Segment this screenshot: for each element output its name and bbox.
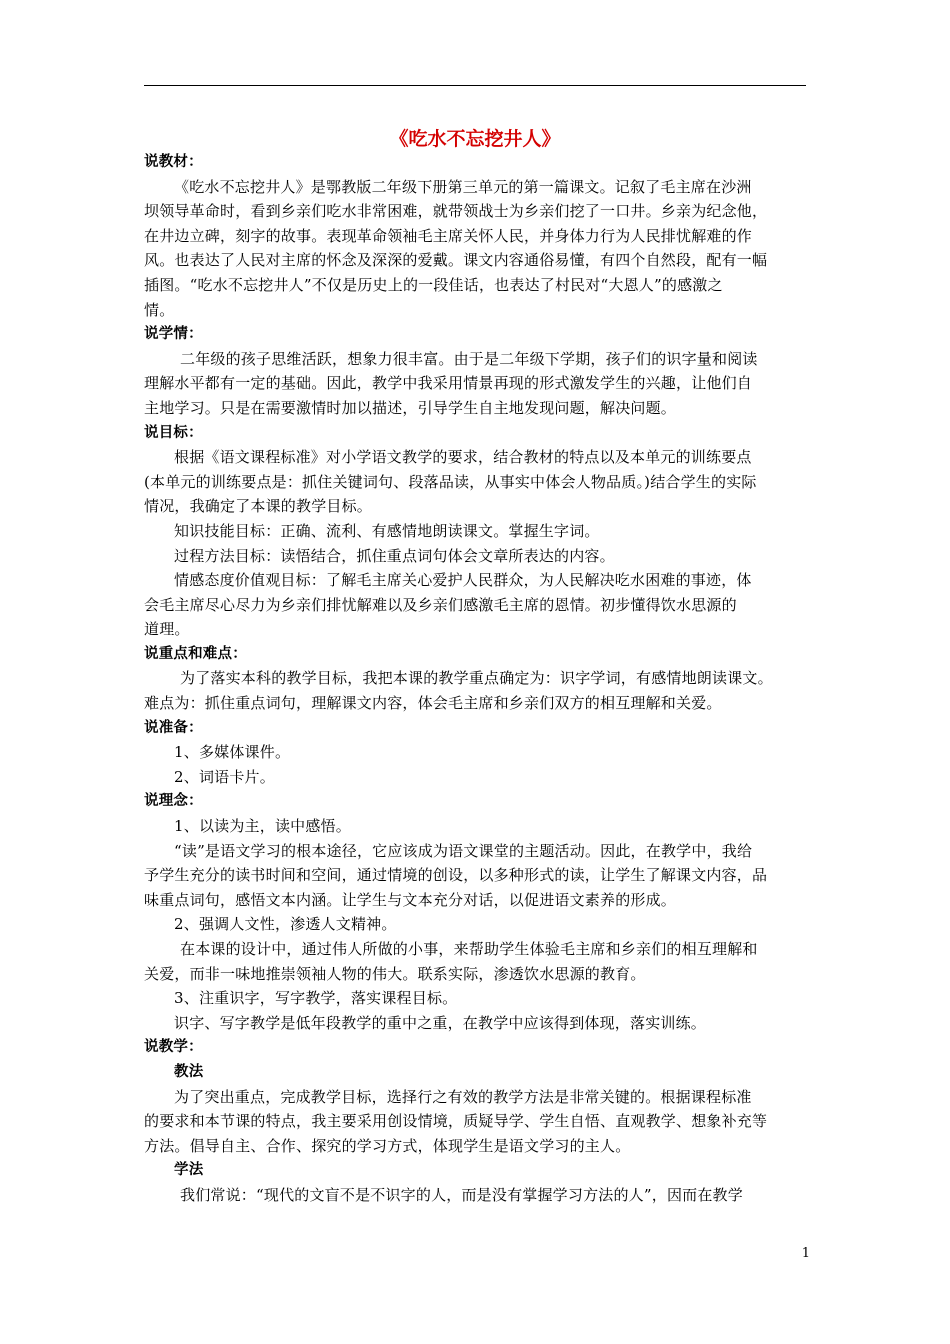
paragraph-line: 在本课的设计中，通过伟人所做的小事，来帮助学生体验毛主席和乡亲们的相互理解和	[180, 940, 758, 958]
paragraph-line: 情况，我确定了本课的教学目标。	[144, 497, 373, 516]
paragraph-line: 风。也表达了人民对主席的怀念及深深的爱戴。课文内容通俗易懂，有四个自然段，配有一幅	[144, 251, 768, 270]
section-heading: 说理念：	[144, 793, 203, 810]
section-heading: 说学情：	[144, 326, 203, 343]
list-item: 2、词语卡片。	[174, 767, 275, 786]
paragraph-line: 二年级的孩子思维活跃，想象力很丰富。由于是二年级下学期，孩子们的识字量和阅读	[180, 349, 758, 368]
paragraph-line: 插图。“吃水不忘挖井人”不仅是历史上的一段佳话，也表达了村民对“大恩人”的感激之	[144, 275, 723, 294]
paragraph-line: 方法。倡导自主、合作、探究的学习方式，体现学生是语文学习的主人。	[144, 1136, 631, 1155]
list-item: 1、以读为主，读中感悟。	[174, 817, 351, 836]
paragraph-line: 过程方法目标：读悟结合，抓住重点词句体会文章所表达的内容。	[174, 546, 615, 565]
paragraph-line: 难点为：抓住重点词句，理解课文内容，体会毛主席和乡亲们双方的相互理解和关爱。	[144, 694, 722, 713]
paragraph-line: 关爱，而非一味地推崇领袖人物的伟大。联系实际，渗透饮水思源的教育。	[144, 964, 646, 983]
paragraph-line: 的要求和本节课的特点，我主要采用创设情境，质疑导学、学生自悟、直观教学、想象补充等	[144, 1112, 768, 1131]
section-heading: 说教学：	[144, 1039, 203, 1056]
header-rule	[144, 85, 806, 86]
document-title: 《吃水不忘挖井人》	[389, 128, 561, 150]
paragraph-line: 识字、写字教学是低年段教学的重中之重，在教学中应该得到体现，落实训练。	[174, 1013, 707, 1032]
section-heading: 说重点和难点：	[144, 645, 247, 662]
subsection-heading: 学法	[174, 1162, 204, 1179]
list-item: 1、多媒体课件。	[174, 743, 291, 762]
paragraph-line: 在井边立碑，刻字的故事。表现革命领袖毛主席关怀人民，并身体力行为人民排忧解难的作	[144, 226, 753, 245]
paragraph-line: 情感态度价值观目标：了解毛主席关心爱护人民群众，为人民解决吃水困难的事迹，体	[174, 571, 752, 590]
paragraph-line: 道理。	[144, 620, 190, 639]
paragraph-line: 会毛主席尽心尽力为乡亲们排忧解难以及乡亲们感激毛主席的恩情。初步懂得饮水思源的	[144, 595, 737, 614]
list-item: 2、强调人文性，渗透人文精神。	[174, 915, 397, 934]
paragraph-line: 知识技能目标：正确、流利、有感情地朗读课文。掌握生字词。	[174, 521, 600, 540]
document-body	[144, 150, 806, 1208]
paragraph-line: 《吃水不忘挖井人》是鄂教版二年级下册第三单元的第一篇课文。记叙了毛主席在沙洲	[174, 177, 752, 196]
paragraph-line: 予学生充分的读书时间和空间，通过情境的创设，以多种形式的读，让学生了解课文内容，品	[144, 866, 768, 885]
paragraph-line: (本单元的训练要点是：抓住关键词句、段落品读，从事实中体会人物品质。)结合学生的实际	[144, 472, 757, 491]
list-item: 3、注重识字，写字教学，落实课程目标。	[174, 989, 458, 1008]
section-heading: 说教材：	[144, 154, 203, 170]
paragraph-line: 为了落实本科的教学目标，我把本课的教学重点确定为：识字学词，有感情地朗读课文。	[180, 669, 773, 688]
page-number: 1	[801, 1246, 810, 1261]
paragraph-line: 根据《语文课程标准》对小学语文教学的要求，结合教材的特点以及本单元的训练要点	[174, 448, 752, 467]
paragraph-line: 坝领导革命时，看到乡亲们吃水非常困难，就带领战士为乡亲们挖了一口井。乡亲为纪念他，	[144, 202, 768, 221]
paragraph-line: 我们常说：“现代的文盲不是不识字的人，而是没有掌握学习方法的人”，因而在教学	[180, 1185, 743, 1204]
paragraph-line: “读”是语文学习的根本途径，它应该成为语文课堂的主题活动。因此，在教学中，我给	[174, 841, 753, 860]
section-heading: 说准备：	[144, 719, 203, 736]
section-heading: 说目标：	[144, 424, 203, 441]
paragraph-line: 为了突出重点，完成教学目标，选择行之有效的教学方法是非常关键的。根据课程标准	[174, 1087, 752, 1106]
subsection-heading: 教法	[174, 1063, 204, 1080]
paragraph-line: 理解水平都有一定的基础。因此，教学中我采用情景再现的形式激发学生的兴趣，让他们自	[144, 374, 753, 393]
paragraph-line: 主地学习。只是在需要激情时加以描述，引导学生自主地发现问题，解决问题。	[144, 398, 677, 417]
paragraph-line: 味重点词句，感悟文本内涵。让学生与文本充分对话，以促进语文素养的形成。	[144, 890, 677, 909]
paragraph-line: 情。	[144, 300, 175, 319]
